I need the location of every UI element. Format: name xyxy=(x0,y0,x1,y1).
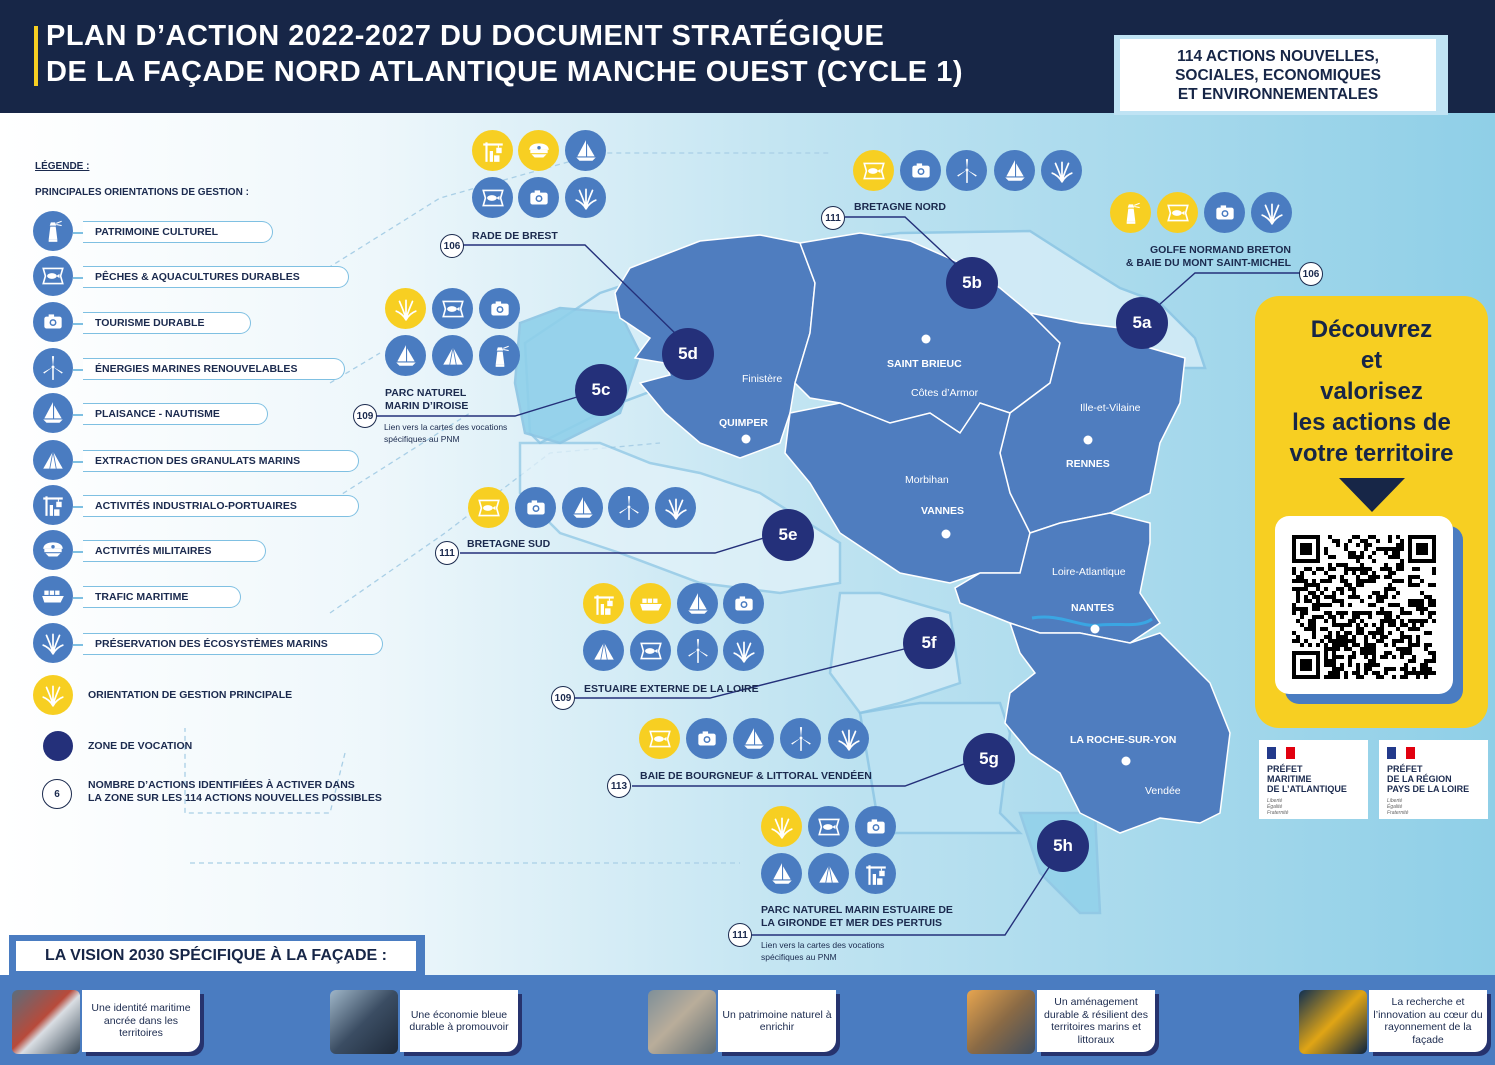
zone-5e-name: BRETAGNE SUD xyxy=(467,538,551,550)
legend-item-label: EXTRACTION DES GRANULATS MARINS xyxy=(83,450,359,472)
logo2-motto-2: Égalité xyxy=(1387,804,1403,810)
logo1-motto-2: Égalité xyxy=(1267,804,1283,810)
wind-turbine-icon xyxy=(677,630,718,671)
sailboat-icon xyxy=(677,583,718,624)
legend-item-label: ÉNERGIES MARINES RENOUVELABLES xyxy=(83,358,345,380)
lighthouse-icon xyxy=(1110,192,1151,233)
military-cap-icon xyxy=(518,130,559,171)
camera-icon xyxy=(518,177,559,218)
zone-5a-name: GOLFE NORMAND BRETON & BAIE DU MONT SAINT-MICHEL xyxy=(1125,244,1291,269)
camera-icon xyxy=(686,718,727,759)
fish-net-icon xyxy=(468,487,509,528)
camera-icon xyxy=(900,150,941,191)
zone-5e-count: 111 xyxy=(435,541,459,565)
coast-photo xyxy=(967,990,1035,1054)
zone-5g-name: BAIE DE BOURGNEUF & LITTORAL VENDÉEN xyxy=(640,770,872,782)
logo1-line-2: MARITIME xyxy=(1267,774,1312,784)
label-rennes: RENNES xyxy=(1066,458,1110,470)
vision-card xyxy=(330,990,525,1056)
vision-title: LA VISION 2030 SPÉCIFIQUE À LA FAÇADE : xyxy=(16,941,416,971)
zone-5h-count: 111 xyxy=(728,923,752,947)
legend-item-label: PLAISANCE - NAUTISME xyxy=(83,403,268,425)
label-nantes: NANTES xyxy=(1071,602,1115,614)
zone-5h-note[interactable]: Lien vers la cartes des vocations spécifiques au PNM xyxy=(761,940,885,962)
lighthouse-photo xyxy=(12,990,80,1054)
camera-icon xyxy=(1204,192,1245,233)
discover-panel xyxy=(1255,296,1488,728)
zone-5e-marker[interactable]: 5e xyxy=(762,509,814,561)
french-flag-icon xyxy=(1387,747,1415,759)
zone-5b-count: 111 xyxy=(821,206,845,230)
zone-5c-count: 109 xyxy=(353,404,377,428)
cargo-ship-icon xyxy=(630,583,671,624)
seals-photo xyxy=(648,990,716,1054)
legend-title: LÉGENDE : xyxy=(35,161,90,172)
sailboat-icon xyxy=(385,335,426,376)
label-finistere: Finistère xyxy=(742,373,783,385)
sailboat-icon xyxy=(33,393,73,433)
zone-5h-name: PARC NATUREL MARIN ESTUAIRE DE LA GIRONDE ET MER DES PERTUIS xyxy=(761,904,953,929)
zone-label: ZONE DE VOCATION xyxy=(88,740,193,752)
fish-net-icon xyxy=(853,150,894,191)
legend-item-label: ACTIVITÉS INDUSTRIALO-PORTUAIRES xyxy=(83,495,359,517)
fish-net-icon xyxy=(630,630,671,671)
fish-net-icon xyxy=(808,806,849,847)
count-label-line-1: NOMBRE D’ACTIONS IDENTIFIÉES À ACTIVER DANS xyxy=(88,779,355,791)
seaweed-icon xyxy=(828,718,869,759)
logo1-line-3: DE L’ATLANTIQUE xyxy=(1267,784,1347,794)
label-vendee: Vendée xyxy=(1145,785,1181,797)
lighthouse-icon xyxy=(33,211,73,251)
zone-5h-marker[interactable]: 5h xyxy=(1037,820,1089,872)
sailboat-icon xyxy=(562,487,603,528)
zone-5d-name: RADE DE BREST xyxy=(472,230,558,242)
seaweed-icon xyxy=(385,288,426,329)
down-arrow-icon xyxy=(1339,478,1405,512)
actions-box-line-1: 114 ACTIONS NOUVELLES, xyxy=(1177,47,1379,65)
logo2-line-3: PAYS DE LA LOIRE xyxy=(1387,784,1470,794)
label-ille-vilaine: Ille-et-Vilaine xyxy=(1080,402,1141,414)
camera-icon xyxy=(515,487,556,528)
zone-5f-name: ESTUAIRE EXTERNE DE LA LOIRE xyxy=(584,683,759,695)
seaweed-icon xyxy=(1041,150,1082,191)
vision-card xyxy=(648,990,843,1056)
logo1-motto-1: Liberté xyxy=(1267,798,1283,804)
sailboat-icon xyxy=(733,718,774,759)
logo1-line-1: PRÉFET xyxy=(1267,764,1303,774)
sand-pile-icon xyxy=(33,440,73,480)
discover-line-1: Découvrez xyxy=(1310,316,1433,343)
wind-turbine-icon xyxy=(33,348,73,388)
lighthouse-icon xyxy=(479,335,520,376)
zone-5g-count: 113 xyxy=(607,774,631,798)
discover-line-4: les actions de xyxy=(1292,409,1451,436)
zone-5a-count: 106 xyxy=(1299,262,1323,286)
label-morbihan: Morbihan xyxy=(905,474,949,486)
zone-5g-marker[interactable]: 5g xyxy=(963,733,1015,785)
sailboat-icon xyxy=(565,130,606,171)
vision-card-text: Un patrimoine naturel à enrichir xyxy=(718,990,836,1052)
actions-box-line-3: ET ENVIRONNEMENTALES xyxy=(1177,85,1379,103)
french-flag-icon xyxy=(1267,747,1295,759)
legend-item-label: ACTIVITÉS MILITAIRES xyxy=(83,540,266,562)
wind-turbine-icon xyxy=(608,487,649,528)
crane-icon xyxy=(33,485,73,525)
military-cap-icon xyxy=(33,530,73,570)
fish-net-icon xyxy=(33,256,73,296)
crane-icon xyxy=(855,853,896,894)
camera-icon xyxy=(33,302,73,342)
qr-code-card[interactable] xyxy=(1275,516,1453,694)
principal-orientation-icon xyxy=(33,675,73,715)
legend-item-label: PÊCHES & AQUACULTURES DURABLES xyxy=(83,266,349,288)
label-quimper: QUIMPER xyxy=(719,417,769,429)
legend-item-label: TOURISME DURABLE xyxy=(83,312,251,334)
seaweed-icon xyxy=(33,623,73,663)
page-title-line-1: PLAN D’ACTION 2022-2027 DU DOCUMENT STRATÉGIQUE xyxy=(46,20,885,52)
zone-5c-marker[interactable]: 5c xyxy=(575,364,627,416)
seaweed-icon xyxy=(1251,192,1292,233)
vision-card-text: Une identité maritime ancrée dans les territoires xyxy=(82,990,200,1052)
cargo-ship-icon xyxy=(33,576,73,616)
logo2-line-1: PRÉFET xyxy=(1387,764,1423,774)
count-label-line-2: LA ZONE SUR LES 114 ACTIONS NOUVELLES POSSIBLES xyxy=(88,792,382,804)
logo-prefet-region xyxy=(1379,740,1488,819)
label-vannes: VANNES xyxy=(921,505,964,517)
vision-card-text: La recherche et l’innovation au cœur du rayonnement de la façade xyxy=(1369,990,1487,1052)
zone-5d-marker[interactable]: 5d xyxy=(662,328,714,380)
label-cotes-armor: Côtes d’Armor xyxy=(911,387,979,399)
zone-5f-count: 109 xyxy=(551,686,575,710)
seaweed-icon xyxy=(723,630,764,671)
zone-5b-marker[interactable]: 5b xyxy=(946,257,998,309)
logo2-line-2: DE LA RÉGION xyxy=(1387,774,1452,784)
zone-5b-name: BRETAGNE NORD xyxy=(854,201,946,213)
sand-pile-icon xyxy=(432,335,473,376)
crane-icon xyxy=(472,130,513,171)
fish-net-icon xyxy=(472,177,513,218)
seaweed-icon xyxy=(761,806,802,847)
vision-card xyxy=(967,990,1162,1056)
vision-card-text: Un aménagement durable & résilient des territoires marins et littoraux xyxy=(1037,990,1155,1052)
label-saint-brieuc: SAINT BRIEUC xyxy=(887,358,962,370)
submarine-photo xyxy=(1299,990,1367,1054)
vision-title-box xyxy=(9,935,425,975)
camera-icon xyxy=(723,583,764,624)
title-accent-bar xyxy=(34,26,38,86)
qr-code[interactable] xyxy=(1292,535,1436,679)
wind-turbine-icon xyxy=(780,718,821,759)
logo2-motto-3: Fraternité xyxy=(1387,810,1409,816)
wind-turbine-icon xyxy=(946,150,987,191)
label-loire-atlantique: Loire-Atlantique xyxy=(1052,566,1126,578)
label-la-roche-sur-yon: LA ROCHE-SUR-YON xyxy=(1070,734,1177,746)
legend-subtitle: PRINCIPALES ORIENTATIONS DE GESTION : xyxy=(35,187,249,198)
sand-pile-icon xyxy=(808,853,849,894)
vision-card xyxy=(1299,990,1494,1056)
fisherman-photo xyxy=(330,990,398,1054)
seaweed-icon xyxy=(655,487,696,528)
logo-prefet-maritime xyxy=(1259,740,1368,819)
seaweed-icon xyxy=(565,177,606,218)
sand-pile-icon xyxy=(583,630,624,671)
principal-orientation-label: ORIENTATION DE GESTION PRINCIPALE xyxy=(88,689,293,701)
legend-item-label: PATRIMOINE CULTUREL xyxy=(83,221,273,243)
zone-5d-count: 106 xyxy=(440,234,464,258)
fish-net-icon xyxy=(639,718,680,759)
logo1-motto-3: Fraternité xyxy=(1267,810,1289,816)
zone-5c-note[interactable]: Lien vers la cartes des vocations spécifiques au PNM xyxy=(384,422,508,444)
vision-card-text: Une économie bleue durable à promouvoir xyxy=(400,990,518,1052)
actions-count-box xyxy=(1114,35,1448,115)
page-title-line-2: DE LA FAÇADE NORD ATLANTIQUE MANCHE OUEST (CYCLE 1) xyxy=(46,56,963,88)
vision-card xyxy=(12,990,207,1056)
count-example-badge: 6 xyxy=(42,779,72,809)
sailboat-icon xyxy=(994,150,1035,191)
discover-line-5: votre territoire xyxy=(1289,440,1454,467)
actions-box-line-2: SOCIALES, ECONOMIQUES xyxy=(1175,66,1381,84)
camera-icon xyxy=(855,806,896,847)
crane-icon xyxy=(583,583,624,624)
fish-net-icon xyxy=(1157,192,1198,233)
zone-5c-name: PARC NATUREL MARIN D’IROISE xyxy=(385,387,469,412)
discover-line-2: et xyxy=(1360,347,1383,374)
camera-icon xyxy=(479,288,520,329)
zone-dot-icon xyxy=(43,731,73,761)
discover-line-3: valorisez xyxy=(1320,378,1423,405)
header xyxy=(0,0,1495,113)
fish-net-icon xyxy=(432,288,473,329)
sailboat-icon xyxy=(761,853,802,894)
legend-item-label: TRAFIC MARITIME xyxy=(83,586,241,608)
logo2-motto-1: Liberté xyxy=(1387,798,1403,804)
legend-item-label: PRÉSERVATION DES ÉCOSYSTÈMES MARINS xyxy=(83,633,383,655)
zone-5a-marker[interactable]: 5a xyxy=(1116,297,1168,349)
zone-5f-marker[interactable]: 5f xyxy=(903,617,955,669)
